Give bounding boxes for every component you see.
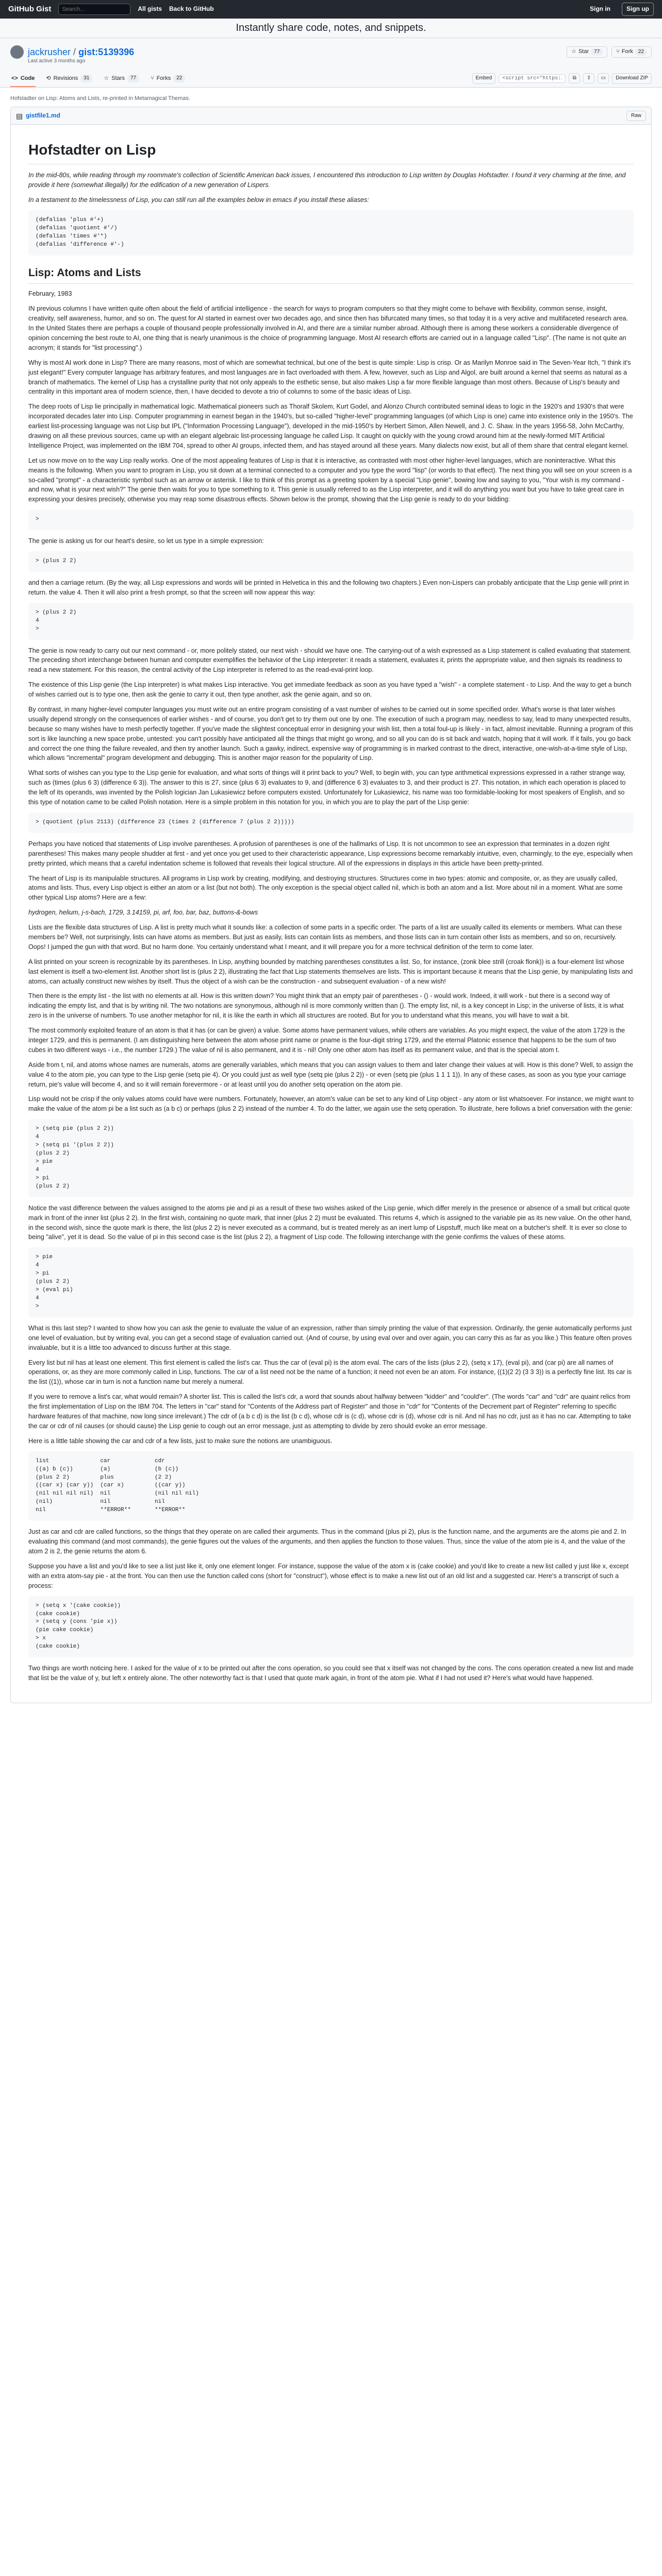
- paragraph: Just as car and cdr are called functions, so the things that they operate on are called their arguments. Thus in the command (plus pi 2), plus is the function name, and the arguments are the atoms pie and 2. In evaluating this command (and most commands), the genie figures out the values of the arguments, and then applies the function to those values. Thus, since the value of the atom pie is 4, and the value of the atom 2 is 2, the genie returns the atom 6.: [28, 1528, 626, 1555]
- tab-stars[interactable]: [103, 72, 140, 87]
- code-block: > (setq pie (plus 2 2)) 4 > (setq pi '(plus 2 2)) (plus 2 2) > pie 4 > pi (plus 2 2): [28, 1119, 634, 1197]
- fork-button[interactable]: [611, 46, 652, 58]
- hero-banner: [0, 19, 662, 38]
- paragraph: A list printed on your screen is recognizable by its parentheses. In Lisp, anything bounded by matching parentheses constitutes a list. So, for instance, (zonk blee strill (croak flonk)) is a four-element list whose last element is itself a two-element list. Another short list is (plus 2 2), illustrating the fact that Lisp statements themselves are lists. This is important because it means that the Lisp genie, by manipulating lists and atoms, can actually construct new wishes by itself. Thus the object of a wish can be the construction - and subsequent evaluation - of a new wish!: [28, 958, 633, 985]
- paragraph: Suppose you have a list and you'd like to see a list just like it, only one element longer. For instance, suppose the value of the atom x is (cake cookie) and you'd like to create a new list called y just like x, except with an extra atom-say pie - at the front. You can then use the function called cons (short for "construct"), whose effect is to make a new list out of an old list and a suggested car. Here's a transcript of such a process:: [28, 1562, 629, 1589]
- paragraph: Let us now move on to the way Lisp really works. One of the most appealing features of Lisp is that it is interactive, as contrasted with most other higher-level languages, which are noninteractive. What this means is the following. When you want to program in Lisp, you sit down at a terminal connected to a computer and you type the word "lisp" (or words to that effect). The next thing you will see on your screen is a so-called "prompt" - a characteristic symbol such as an arrow or asterisk. I like to think of this prompt as a greeting spoken by a special "Lisp genie", bowing low and saying to you, "Your wish is my command - and now, what is your next wish?" The genie then waits for you to type something to it. This genie is usually referred to as the Lisp interpreter, and it will do anything you want but you have to take great care in expressing your desires precisely, otherwise you may reap some disastrous effects. Shown below is the prompt, showing that the Lisp genie is ready to do your bidding:: [28, 456, 632, 503]
- file-icon: ▤: [16, 111, 23, 120]
- code-block: (defalias 'plus #'+) (defalias 'quotient #'/) (defalias 'times #'*) (defalias 'difference #'-): [28, 210, 634, 256]
- tab-code-label: Code: [20, 75, 35, 81]
- file-name-link[interactable]: gistfile1.md: [26, 112, 60, 120]
- gist-header: [0, 38, 662, 88]
- star-icon: ☆: [104, 75, 109, 81]
- gist-description: Hofstadter on Lisp: Atoms and Lists, re-printed in Metamagical Themas.: [10, 95, 190, 101]
- tab-revisions[interactable]: [45, 72, 93, 87]
- star-label: Star: [578, 48, 589, 55]
- car-cdr-table: list car cdr ((a) b (c)) (a) (b (c)) (plus 2 2) plus (2 2) ((car x) (car y)) (car x) ((car y)) (nil nil nil nil) nil (nil nil nil) (nil) nil nil nil **ERROR** **ERROR**: [28, 1451, 634, 1521]
- paragraph: Here is a little table showing the car and cdr of a few lists, just to make sure the notions are unambiguous.: [28, 1437, 333, 1445]
- tab-revisions-count: 31: [80, 75, 92, 82]
- paragraph: The genie is asking us for our heart's desire, so let us type in a simple expression:: [28, 537, 264, 545]
- search-input[interactable]: [58, 4, 130, 15]
- paragraph: and then a carriage return. (By the way, all Lisp expressions and words will be printed in Helvetica in this and the following two chapters.) Even non-Lispers can probably anticipate that the Lisp genie will print in return. the value 4. Then it will also print a fresh prompt, so that the screen will now appear this way:: [28, 579, 629, 596]
- revisions-icon: ⟲: [46, 75, 51, 81]
- atom-examples: hydrogen, helium, j-s-bach, 1729, 3.14159, pi, arf, foo, bar, baz, buttons-&-bows: [28, 909, 258, 917]
- paragraph: Every list but nil has at least one element. This first element is called the list's car. Thus the car of (eval pi) is the atom eval. The cars of the lists (plus 2 2), (setq x 17), (eval pi), and (car pi) are all names of operations, or, as they are more commonly called in Lisp, functions. The car of a list need not be the name of a function; it need not even be an atom. For instance, ((1)(2 2) (3 3 3)) is a perfectly fine list. Its car is the list ((1)), whose car in turn is not a function name but merely a numeral.: [28, 1359, 632, 1386]
- sign-up-button[interactable]: Sign up: [622, 3, 654, 15]
- intro-paragraph: In the mid-80s, while reading through my roommate's collection of Scientific American back issues, I encountered this introduction to Lisp written by Douglas Hofstadter. I found it very charming at the time, and provide it here (somewhat illegally) for the edification of a new generation of Lispers.: [28, 172, 626, 189]
- tab-code[interactable]: [10, 72, 36, 87]
- desktop-icon[interactable]: ▭: [598, 73, 609, 83]
- paragraph: Aside from t, nil, and atoms whose names are numerals, atoms are generally variables, which means that you can assign values to them and later change their values at will. How is this done? Well, to assign the value 4 to the atom pie, you can type to the Lisp genie (setq pie 4). Or you could just as well type (setq pie (plus 2 2)) - or even (setq pie (plus 1 1 1 1)). In any of these cases, as soon as you type your carriage return, pie's value will become 4, and so it will remain forevermore - or at least until you do another setq operation on the atom pie.: [28, 1061, 633, 1088]
- paragraph: Why is most AI work done in Lisp? There are many reasons, most of which are somewhat technical, but one of the best is quite simple: Lisp is crisp. Or as Marilyn Monroe said in The Seven-Year Itch, "I think it's just elegant!" Every computer language has arbitrary features, and most languages are in fact overloaded with them. A few, however, such as Lisp and Algol, are built around a kernel that seems as natural as a branch of mathematics. The kernel of Lisp has a crystalline purity that not only appeals to the esthetic sense, but also makes Lisp a far more flexible language than most others. Because of Lisp's beauty and centrality in this important area of modern science, then, I have decided to devote a trio of columns to some of the basic ideas of Lisp.: [28, 359, 631, 396]
- raw-button[interactable]: Raw: [626, 111, 646, 122]
- sign-in-link[interactable]: Sign in: [590, 5, 610, 13]
- download-zip-button[interactable]: Download ZIP: [612, 73, 652, 84]
- gist-title: [28, 45, 134, 59]
- doc-title: Hofstadter on Lisp: [28, 139, 634, 164]
- paragraph: Lists are the flexible data structures of Lisp. A list is pretty much what it sounds like: a collection of some parts in a specific order. The parts of a list are usually called its elements or members. What can these members be? Well, not surprisingly, lists can have atoms as members. But just as easily, lists can contain lists as members, and those lists can in turn contain other lists as members, and so on, recursively. Oops! I jumped the gun with that word. But no harm done. You certainly understand what I meant, and it will prepare you for a more technical definition of the term to come later.: [28, 924, 622, 951]
- paragraph: What is this last step? I wanted to show how you can ask the genie to evaluate the value of an expression, rather than simply printing the value of that expression. Ordinarily, the genie automatically performs just one level of evaluation, but by writing eval, you can get a second stage of evaluation carried out. (And of course, by using eval over and over again, you can carry this as far as you like.) This feature often proves invaluable, but it is a little too advanced to discuss further at this stage.: [28, 1324, 632, 1351]
- markdown-body: [11, 125, 651, 1703]
- paragraph: Notice the vast difference between the values assigned to the atoms pie and pi as a result of these two wishes asked of the Lisp genie, which differ merely in the presence or absence of a small but critical quote mark in front of the inner list (plus 2 2). In the first wish, containing no quote mark, that inner (plus 2 2) must be evaluated. This returns 4, which is assigned to the variable pie as its new value. On the other hand, in the second wish, since the quote mark is there, the list (plus 2 2) is never executed as a command, but is treated merely as an inert lump of Lispstuff, much like meat on a butcher's shelf. It is ever so close to being "alive", yet it is dead. So the value of pi in this second case is the list (plus 2 2), a fragment of Lisp code. The following interchange with the genie confirms the values of these atoms.: [28, 1204, 632, 1241]
- fork-count: 22: [635, 48, 647, 56]
- gist-subtitle: Last active 3 months ago: [28, 58, 86, 64]
- nav-all-gists[interactable]: All gists: [138, 5, 162, 13]
- star-button[interactable]: [567, 46, 607, 58]
- paragraph: By contrast, in many higher-level computer languages you must write out an entire program consisting of a vast number of wishes to be carried out in some specified order. What's worse is that later wishes usually depend strongly on the consequences of earlier wishes - and of course, you don't get to try them out one by one. The execution of such a program may, needless to say, lead to many unexpected results, because so many wishes have to mesh perfectly together. If you've made the slightest conceptual error in designing your wish list, then a total foul-up is likely - in fact, almost inevitable. Running a program of this sort is like launching a new space probe, untested: you can't possibly have anticipated all the things that might go wrong, and so all you can do is sit back and watch, hoping that it will work. If it fails, you go back and correct the one thing the failure revealed, and then try another launch. Such a gawky, indirect, expensive way of programming is in marked contrast to the direct, interactive, one-wish-at-a-time style of Lisp, which allows "incremental" program development and debugging. This is another major reason for the popularity of Lisp.: [28, 706, 633, 762]
- embed-url-input[interactable]: [499, 74, 566, 83]
- main-content: [0, 95, 662, 1703]
- copy-icon[interactable]: ⧉: [569, 73, 580, 83]
- intro-paragraph: In a testament to the timelessness of Lisp, you can still run all the examples below in emacs if you install these aliases:: [28, 196, 369, 204]
- embed-select[interactable]: Embed: [472, 73, 496, 84]
- paragraph: The existence of this Lisp genie (the Lisp interpreter) is what makes Lisp interactive. You get immediate feedback as soon as you have typed a "wish" - a complete statement - to Lisp. And the way to get a bunch of wishes carried out is to type one, then ask the genie to carry it out, then type another, ask the genie again, and so on.: [28, 681, 632, 699]
- tab-revisions-label: Revisions: [53, 75, 78, 81]
- nav-back-to-github[interactable]: Back to GitHub: [169, 5, 214, 13]
- tab-stars-count: 77: [127, 75, 139, 82]
- paragraph: Lisp would not be crisp if the only values atoms could have were numbers. Fortunately, however, an atom's value can be set to any kind of Lisp object - any atom or list whatsoever. For instance, we might want to make the value of the atom pi be a list such as (a b c) or perhaps (plus 2 2) instead of the number 4. To do the latter, we again use the setq operation. To illustrate, here follows a brief conversation with the genie:: [28, 1095, 634, 1113]
- file-box: [10, 107, 652, 1703]
- gist-id-link[interactable]: [78, 47, 134, 57]
- code-block: > (quotient (plus 2113) (difference 23 (times 2 (difference 7 (plus 2 2))))): [28, 812, 634, 833]
- section-heading: Lisp: Atoms and Lists: [28, 265, 634, 284]
- paragraph: Two things are worth noticing here. I asked for the value of x to be printed out after the cons operation, so you could see that x itself was not changed by the cons. The cons operation created a new list and made that list be the value of y, but left x entirely alone. The other noteworthy fact is that I used that quote mark again, in front of the atom pie. What if I had not used it? Here's what would have happened.: [28, 1665, 634, 1682]
- article-date: February, 1983: [28, 290, 72, 298]
- fork-icon: ⑂: [616, 48, 620, 55]
- paragraph: Perhaps you have noticed that statements of Lisp involve parentheses. A profusion of parentheses is one of the hallmarks of Lisp. It is not uncommon to see an expression that terminates in a dozen right parentheses! This makes many people shudder at first - and yet once you get used to their characteristic appearance, Lisp expressions become remarkably intuitive, even, charmingly, to the eye, especially when pretty printed, which means that a careful indentation scheme is followed that reveals their logical structure. All of the expressions in displays in this article have been pretty-printed.: [28, 840, 633, 867]
- share-icon[interactable]: ⇪: [583, 73, 594, 83]
- star-count: 77: [591, 48, 603, 56]
- gist-tools: [472, 73, 652, 87]
- code-block: > (plus 2 2): [28, 551, 634, 572]
- tab-stars-label: Stars: [111, 75, 125, 81]
- code-block: > pie 4 > pi (plus 2 2) > (eval pi) 4 >: [28, 1247, 634, 1317]
- gist-id: gist:5139396: [78, 47, 135, 57]
- hero-tagline: Instantly share code, notes, and snippets.: [236, 22, 426, 33]
- paragraph: If you were to remove a list's car, what would remain? A shorter list. This is called the list's cdr, a word that sounds about halfway between "kidder" and "could'er". (The words "car" and "cdr" are quaint relics from the first implementation of Lisp on the IBM 704. The letters in "car" stand for "Contents of the Address part of Register" and those in "cdr" for "Contents of the Decrement part of Register" referring to specific hardware features of that machine, now long since irrelevant.) The cdr of (a b c d) is the list (b c d), whose cdr is (c d), whose cdr is (d), whose cdr is nil. And nil has no cdr, just as it has no car. Attempting to take the car or cdr of nil causes (or should cause) the Lisp genie to cough out an error message, just as attempting to divide by zero should evoke an error message.: [28, 1393, 632, 1430]
- title-separator: /: [73, 47, 76, 57]
- paragraph: The deep roots of Lisp lie principally in mathematical logic. Mathematical pioneers such as Thoralf Skolem, Kurt Godel, and Alonzo Church contributed seminal ideas to logic in the 1920's and 1930's that were incorporated decades later into Lisp. Computer programming in earnest began in the 1940's, but so-called "higher-level" programming languages (of which Lisp is one) came into existence only in the 1950's. The earliest list-processing language was not Lisp but IPL ("Information Processing Language"), developed in the mid-1950's by Herbert Simon, Allen Newell, and J. C. Shaw. In the years 1956-58, John McCarthy, drawing on all these previous sources, came up with an elegant algebraic list-processing language he called Lisp. It caught on quickly with the young crowd around him at the newly-formed MIT Artificial Intelligence Project, was implemented on the IBM 704, spread to other AI groups, infected them, and has stayed around all these years. Many dialects now exist, but all of them share that central elegant kernel.: [28, 403, 633, 449]
- code-block: > (setq x '(cake cookie)) (cake cookie) > (setq y (cons 'pie x)) (pie cake cookie) > x (cake cookie): [28, 1596, 634, 1658]
- tab-forks[interactable]: [150, 72, 186, 87]
- tab-forks-count: 22: [173, 75, 185, 82]
- file-header: [11, 107, 651, 125]
- paragraph: The genie is now ready to carry out our next command - or, more politely stated, our next wish - should we have one. The carrying-out of a wish expressed as a Lisp statement is called evaluating that statement. The preceding short interchange between human and computer exemplifies the behavior of the Lisp interpreter: it reads a statement, evaluates it, prints the appropriate value, and then signals its readiness to read a new statement. For this reason, the central activity of the Lisp interpreter is referred to as the read-eval-print loop.: [28, 647, 632, 674]
- fork-label: Fork: [621, 48, 633, 55]
- avatar[interactable]: [10, 45, 24, 59]
- code-block: >: [28, 510, 634, 530]
- star-icon: ☆: [571, 48, 576, 55]
- tab-forks-label: Forks: [156, 75, 171, 81]
- gist-tabs: [10, 72, 652, 87]
- code-icon: <>: [11, 75, 18, 81]
- paragraph: What sorts of wishes can you type to the Lisp genie for evaluation, and what sorts of things will it print back to you? Well, to begin with, you can type arithmetical expressions expressed in a rather strange way, such as (times (plus 6 3) (difference 6 3)). The answer to this is 27, since (plus 6 3) evaluates to 9, and (difference 6 3) evaluates to 3, and their product is 27. This notation, in which each operation is placed to the left of its operands, was invented by the Polish logician Jan Lukasiewicz before computers existed. Unfortunately for Lukasiewicz, his name was too formidable-looking for most speakers of English, and so this type of notation came to be called Polish notation. Here is a simple problem in this notation for you, in which you are to play the part of the Lisp genie:: [28, 769, 626, 806]
- top-navigation: [0, 0, 662, 19]
- code-block: > (plus 2 2) 4 >: [28, 603, 634, 640]
- paragraph: Then there is the empty list - the list with no elements at all. How is this written down? You might think that an empty pair of parentheses - () - would work. Indeed, it will work - but there is a second way of indicating the empty list, and that is by writing nil. The two notations are synonymous, although nil is more commonly written than (). The empty list, nil, is a key concept in Lisp; in the universe of lists, it is what zero is in the universe of numbers. To use another metaphor for nil, it is like the earth in which all structures are rooted. But for you to understand what this means, you will have to wait a bit.: [28, 992, 624, 1020]
- paragraph: The heart of Lisp is its manipulable structures. All programs in Lisp work by creating, modifying, and destroying structures. Structures come in two types: atomic and composite, or, as they are usually called, atoms and lists. Thus, every Lisp object is either an atom or a list (but not both). The only exception is the special object called nil, which is both an atom and a list. More about nil in a moment. What are some other typical Lisp atoms? Here are a few:: [28, 874, 623, 902]
- github-gist-logo[interactable]: GitHub Gist: [8, 5, 52, 14]
- owner-link[interactable]: jackrusher: [28, 47, 71, 57]
- paragraph: The most commonly exploited feature of an atom is that it has (or can be given) a value. Some atoms have permanent values, while others are variables. As you might expect, the value of the atom 1729 is the integer 1729, and this is permanent. (I am distinguishing here between the atom whose print name or pname is the four-digit string 1729, and the eternal Platonic essence that happens to be the sum of two cubes in two different ways - i.e., the number 1729.) The value of nil is also permanent, and it is - nil! Only one other atom has itself as its permanent value, and that is the special atom t.: [28, 1027, 625, 1054]
- paragraph: IN previous columns I have written quite often about the field of artificial intelligence - the search for ways to program computers so that they might come to behave with flexibility, common sense, insight, creativity, self awareness, humor, and so on. The quest for AI started in earnest over two decades ago, and since then has bifurcated many times, so that today it is a very active and multifaceted research area. In the United States there are perhaps a couple of thousand people professionally involved in AI, and there are a similar number abroad. Although there is among these workers a considerable divergence of opinion concerning the best route to AI, one thing that is nearly unanimous is the choice of programming language. Most AI research efforts are carried out in a language called "Lisp". (The name is not quite an acronym; it stands for "list processing".): [28, 305, 628, 351]
- fork-icon: ⑂: [151, 75, 154, 81]
